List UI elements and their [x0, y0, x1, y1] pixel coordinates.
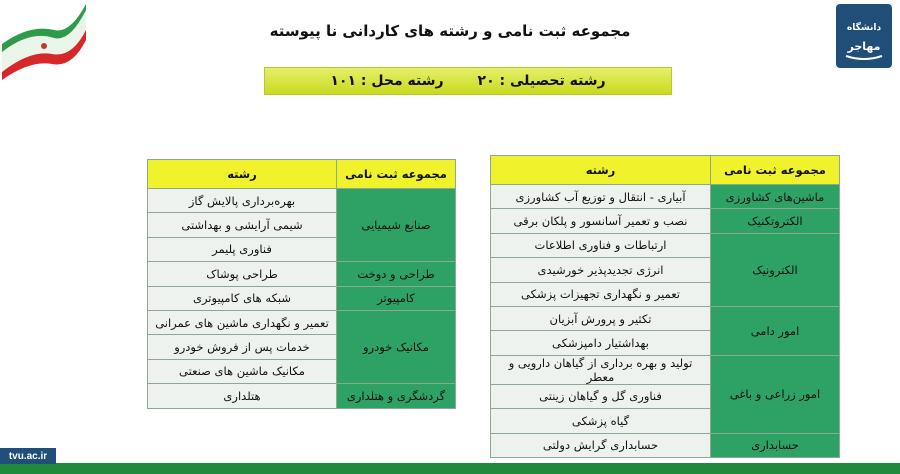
table-row — [148, 384, 456, 408]
major-cell: تعمیر و نگهداری ماشین های عمرانی — [148, 310, 337, 334]
field-code: رشته تحصیلی : ۲۰ — [477, 73, 606, 89]
category-cell: کامپیوتر — [337, 286, 456, 310]
category-cell: حسابداری — [711, 433, 840, 457]
category-header: مجموعه ثبت نامی — [337, 160, 456, 189]
category-cell: الکتروتکنیک — [711, 209, 840, 233]
table-row — [491, 306, 840, 330]
major-cell: بهداشتیار دامپزشکی — [491, 331, 711, 355]
major-cell: شیمی آرایشی و بهداشتی — [148, 213, 337, 237]
footer-bar — [0, 463, 900, 474]
major-header: رشته — [148, 160, 337, 189]
right-majors-table — [490, 155, 840, 458]
major-cell: فناوری پلیمر — [148, 237, 337, 261]
site-link[interactable]: tvu.ac.ir — [0, 448, 56, 464]
major-cell: خدمات پس از فروش خودرو — [148, 335, 337, 359]
category-cell: مکانیک خودرو — [337, 310, 456, 383]
table-row — [491, 185, 840, 209]
major-cell: انرژی تجدیدپذیر خورشیدی — [491, 258, 711, 282]
category-cell: صنایع شیمیایی — [337, 189, 456, 262]
major-cell: حسابداری گرایش دولتی — [491, 433, 711, 457]
major-cell: فناوری گل و گیاهان زینتی — [491, 384, 711, 408]
category-cell: ماشین‌های کشاورزی — [711, 185, 840, 209]
major-cell: نصب و تعمیر آسانسور و پلکان برقی — [491, 209, 711, 233]
major-cell: شبکه های کامپیوتری — [148, 286, 337, 310]
category-cell: امور دامی — [711, 306, 840, 355]
major-cell: ارتباطات و فناوری اطلاعات — [491, 233, 711, 257]
category-cell: گردشگری و هتلداری — [337, 384, 456, 408]
major-cell: گیاه پزشکی — [491, 409, 711, 433]
left-majors-table — [147, 159, 456, 409]
category-cell: طراحی و دوخت — [337, 262, 456, 286]
major-cell: آبیاری - انتقال و توزیع آب کشاورزی — [491, 185, 711, 209]
category-cell: الکترونیک — [711, 233, 840, 306]
category-cell: امور زراعی و باغی — [711, 355, 840, 433]
major-cell: تکثیر و پرورش آبزیان — [491, 306, 711, 330]
major-cell: هتلداری — [148, 384, 337, 408]
table-row — [491, 355, 840, 384]
table-row — [148, 189, 456, 213]
category-header: مجموعه ثبت نامی — [711, 156, 840, 185]
major-cell: طراحی پوشاک — [148, 262, 337, 286]
table-row — [148, 286, 456, 310]
table-row — [148, 262, 456, 286]
field-banner — [264, 67, 672, 95]
major-cell: تعمیر و نگهداری تجهیزات پزشکی — [491, 282, 711, 306]
svg-text:دانشگاه: دانشگاه — [846, 23, 882, 33]
major-cell: مکانیک ماشین های صنعتی — [148, 359, 337, 383]
location-code: رشته محل : ۱۰۱ — [330, 73, 444, 89]
major-header: رشته — [491, 156, 711, 185]
major-cell: تولید و بهره برداری از گیاهان دارویی و معطر — [491, 355, 711, 384]
major-cell: بهره‌برداری پالایش گاز — [148, 189, 337, 213]
table-row — [491, 209, 840, 233]
svg-text:مهاجر: مهاجر — [847, 40, 881, 53]
table-row — [491, 433, 840, 457]
page-title: مجموعه ثبت نامی و رشته های کاردانی نا پیوسته — [269, 22, 631, 40]
table-row — [148, 310, 456, 334]
table-row — [491, 233, 840, 257]
iran-flag-icon — [0, 0, 90, 90]
